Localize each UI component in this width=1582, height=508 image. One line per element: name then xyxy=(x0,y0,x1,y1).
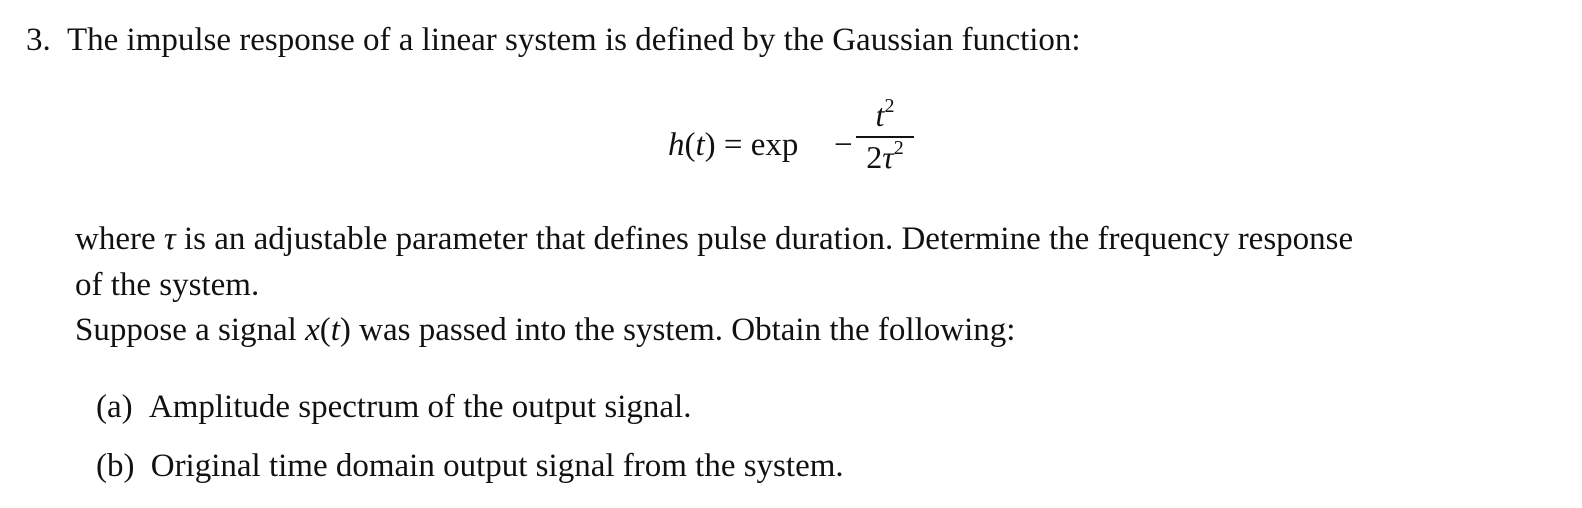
denominator-coefficient: 2 xyxy=(866,139,883,175)
equation-operator: = exp xyxy=(723,127,799,163)
equation-argument: t xyxy=(695,127,705,163)
paragraph-where-continued: of the system. xyxy=(75,267,260,303)
denominator-variable: τ xyxy=(882,139,894,175)
para1-prefix: where xyxy=(75,221,164,257)
part-a xyxy=(96,387,691,427)
signal-argument: t xyxy=(330,312,340,348)
numerator-variable: t xyxy=(875,97,885,133)
para2-prefix: Suppose a signal xyxy=(75,312,306,348)
part-b-label: (b) xyxy=(96,448,135,484)
problem-number: 3. xyxy=(26,22,51,58)
signal-function: x xyxy=(305,312,320,348)
part-a-text: Amplitude spectrum of the output signal. xyxy=(148,389,692,425)
fraction-denominator xyxy=(856,138,914,176)
part-b-text: Original time domain output signal from the system. xyxy=(150,448,844,484)
equation-function: h xyxy=(668,127,685,163)
fraction-numerator xyxy=(856,96,914,134)
denominator-exponent: 2 xyxy=(893,137,904,159)
equation-fraction xyxy=(856,96,914,176)
equation-minus: − xyxy=(834,127,853,163)
equation-lhs: h(t) = exp xyxy=(668,127,799,163)
para2-suffix: was passed into the system. Obtain the following: xyxy=(350,312,1016,348)
para1-suffix: is an adjustable parameter that defines pulse duration. Determine the frequency response xyxy=(175,221,1354,257)
problem-heading xyxy=(26,20,1081,60)
paragraph-where xyxy=(75,219,1353,259)
part-a-label: (a) xyxy=(96,389,133,425)
paragraph-suppose: Suppose a signal x(t) was passed into the system. Obtain the following: xyxy=(75,312,1016,348)
numerator-exponent: 2 xyxy=(884,95,895,117)
problem-intro: The impulse response of a linear system is defined by the Gaussian function: xyxy=(67,22,1081,58)
part-b xyxy=(96,446,844,486)
tau-symbol: τ xyxy=(163,221,176,257)
